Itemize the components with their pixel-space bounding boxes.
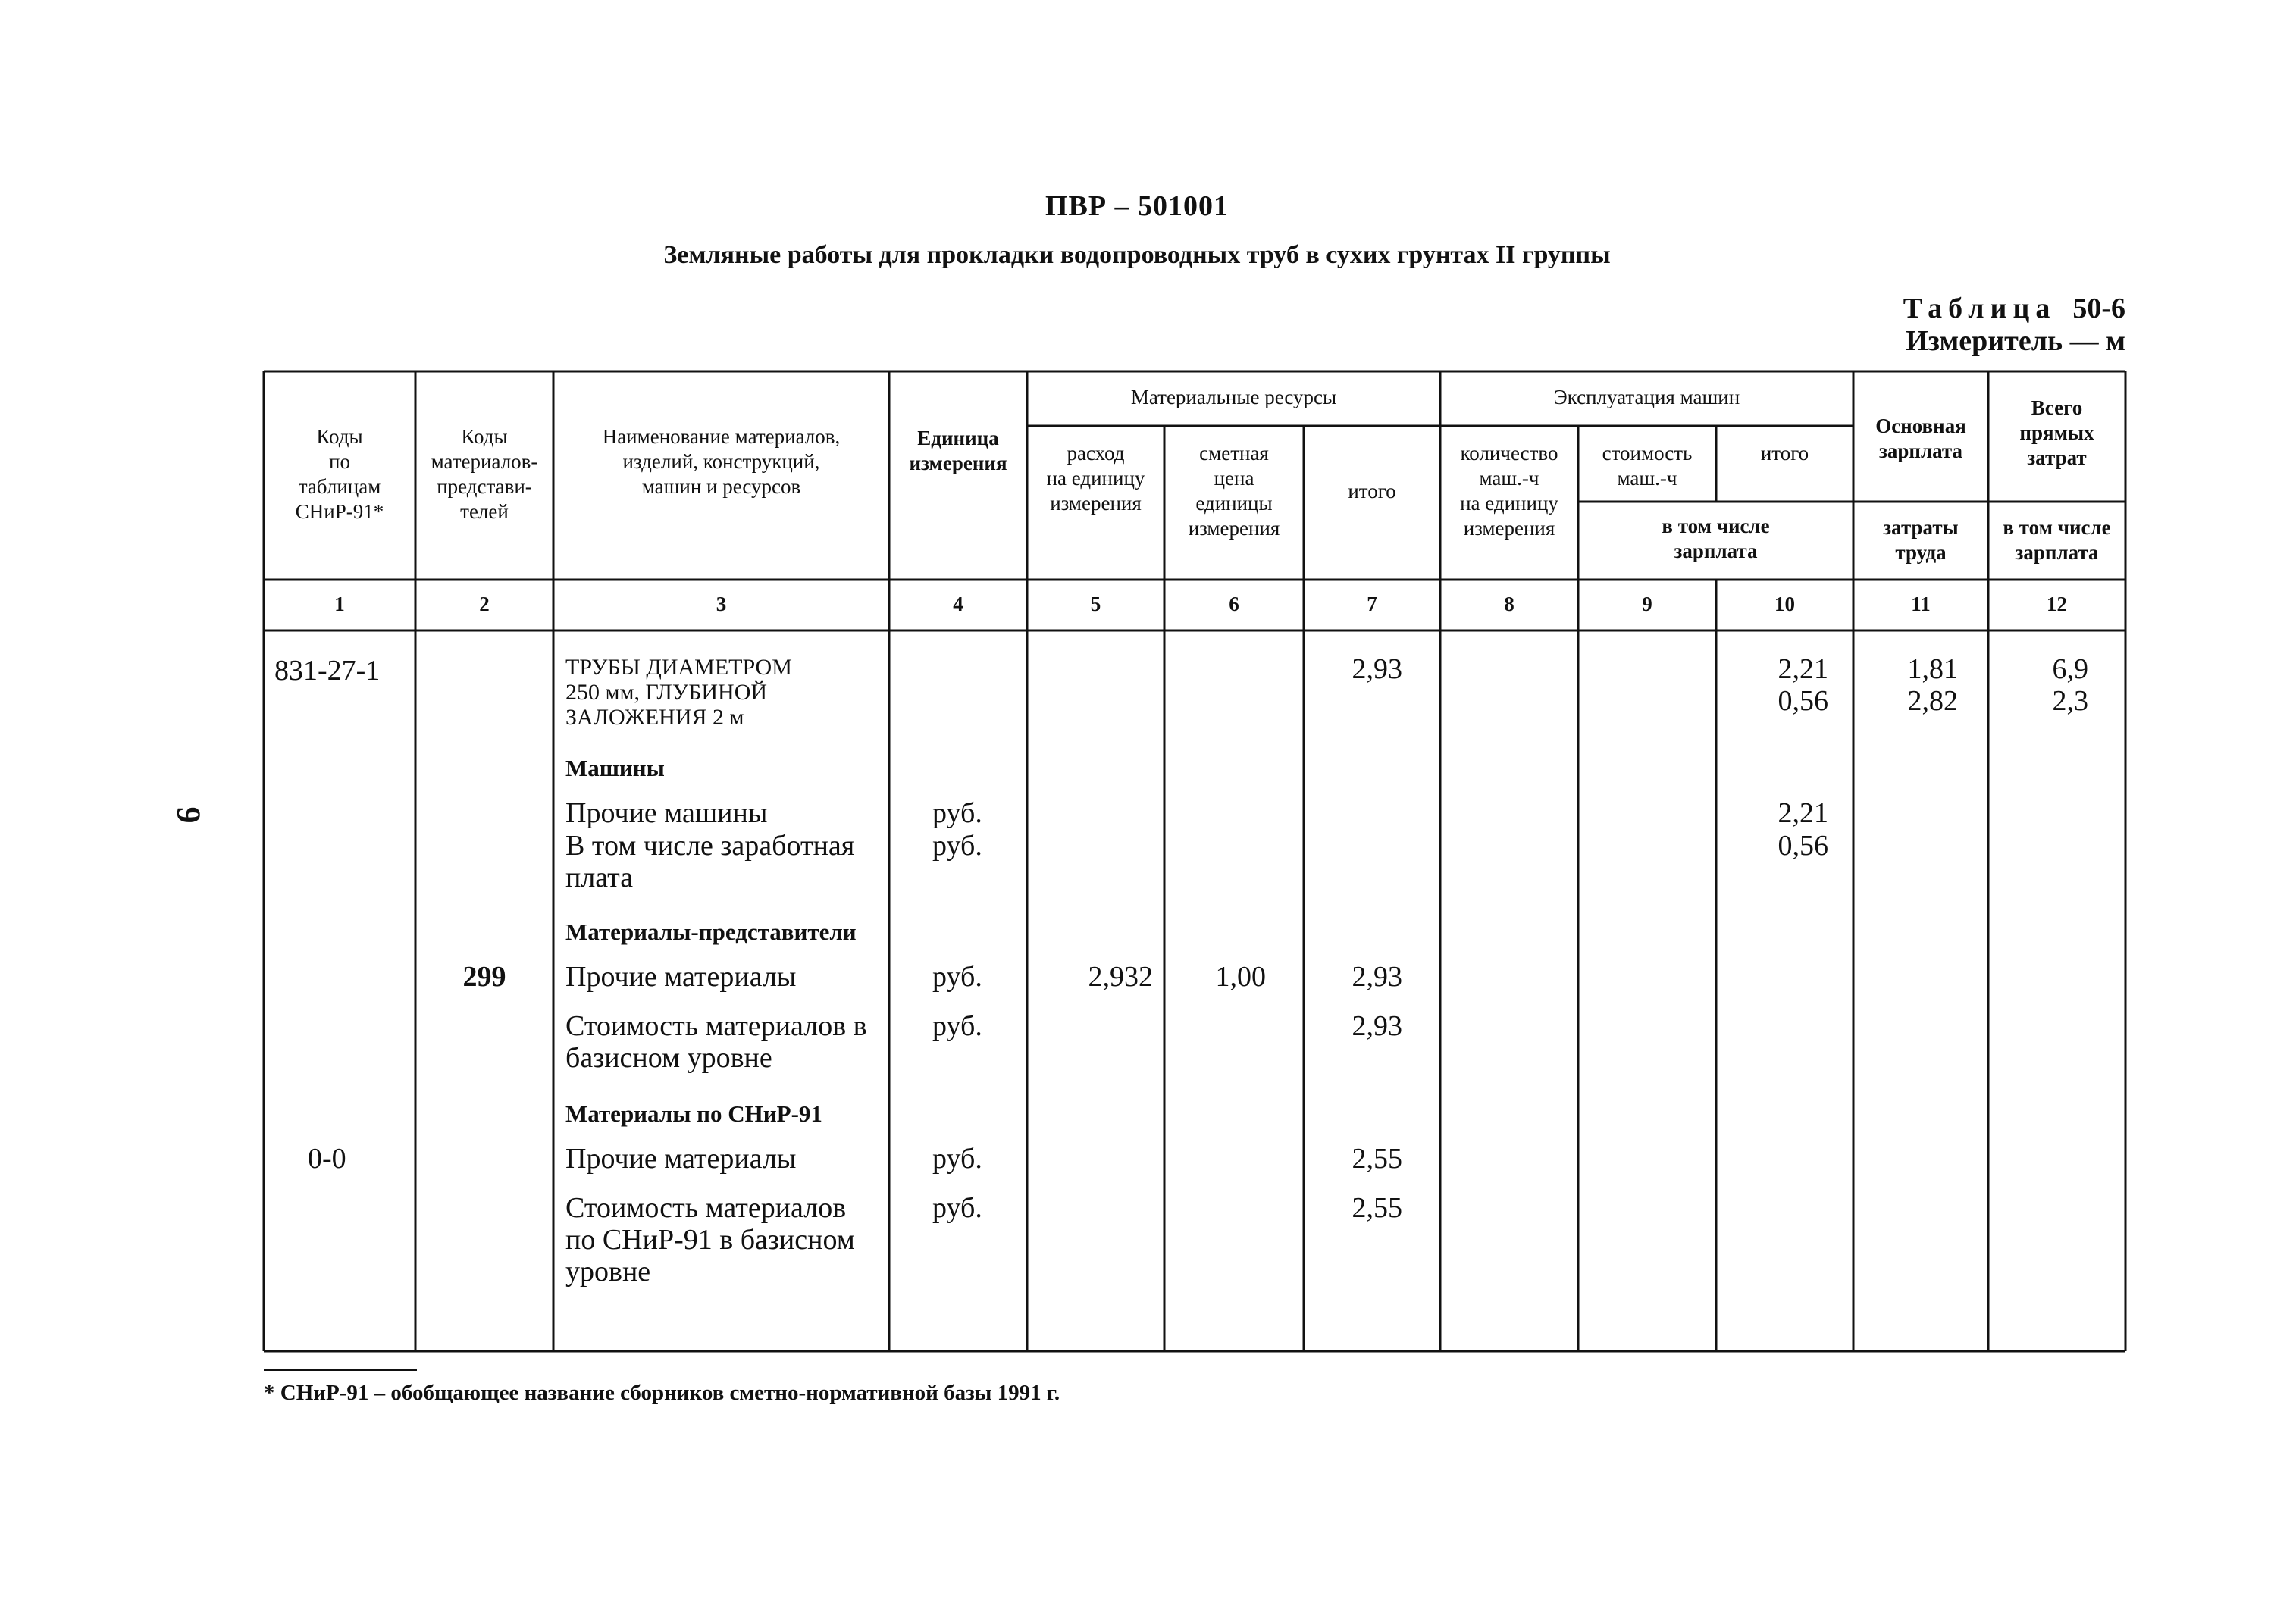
column-number: 7 [1367, 593, 1377, 615]
header-material-resources: Материальные ресурсы [1130, 386, 1337, 408]
row-rep-other-total: 2,93 [1352, 961, 1402, 993]
row-snir-cost-name: Стоимость материалов по СНиР-91 в базисном уровне [565, 1192, 855, 1288]
item-code: 831-27-1 [274, 655, 381, 687]
table-number-value: 50-6 [2072, 293, 2125, 324]
document-title: Земляные работы для прокладки водопроводных труб в сухих грунтах II группы [663, 241, 1611, 269]
header-unit: Единица измерения [909, 427, 1007, 474]
column-number: 11 [1911, 593, 1931, 615]
section-snir-materials: Материалы по СНиР-91 [565, 1100, 822, 1127]
unit-line: Измеритель — м [1906, 325, 2125, 357]
row-snir-code: 0-0 [308, 1143, 346, 1175]
item-machines-total: 2,21 0,56 [1778, 653, 1828, 717]
section-machines: Машины [565, 755, 665, 781]
column-number: 4 [953, 593, 963, 615]
header-including-wage: в том числе зарплата [1662, 515, 1770, 562]
row-snir-other-total: 2,55 [1352, 1143, 1402, 1175]
row-wage-name: В том числе заработная плата [565, 830, 855, 893]
document-code: ПВР – 501001 [1045, 190, 1229, 222]
row-rep-other-name: Прочие материалы [565, 961, 797, 993]
footnote-rule [264, 1369, 417, 1371]
header-machines-total: итого [1760, 442, 1809, 465]
footnote: * СНиР-91 – обобщающее название сборников сметно-нормативной базы 1991 г. [264, 1381, 1060, 1405]
row-other-machines-name: Прочие машины [565, 797, 768, 829]
header-estimated-price: сметная цена единицы измерения [1188, 442, 1280, 540]
column-number: 9 [1642, 593, 1652, 615]
header-total-including-wage: в том числе зарплата [2003, 516, 2111, 564]
row-rep-code: 299 [462, 961, 506, 993]
row-wage-total: 0,56 [1778, 830, 1828, 862]
header-total-direct-costs: Всего прямых затрат [2019, 396, 2094, 469]
header-labor-cost: затраты труда [1883, 516, 1959, 564]
column-number: 8 [1504, 593, 1514, 615]
row-rep-cost-unit: руб. [932, 1010, 982, 1042]
header-basic-wage: Основная зарплата [1875, 415, 1966, 462]
row-snir-cost-total: 2,55 [1352, 1192, 1402, 1224]
column-number: 6 [1229, 593, 1239, 615]
row-rep-other-consumption: 2,932 [1088, 961, 1153, 993]
table-label: Таблица [1903, 293, 2056, 324]
row-rep-other-unit: руб. [932, 961, 982, 993]
column-number: 3 [716, 593, 727, 615]
column-number: 5 [1090, 593, 1101, 615]
item-total-direct: 6,9 2,3 [2052, 653, 2088, 717]
header-codes-snir: Коды по таблицам СНиР-91* [295, 425, 384, 523]
header-machine-hour-cost: стоимость маш.-ч [1602, 442, 1693, 490]
row-rep-cost-total: 2,93 [1352, 1010, 1402, 1042]
header-codes-representatives: Коды материалов- представи- телей [431, 425, 538, 523]
header-machine-hours: количество маш.-ч на единицу измерения [1460, 442, 1558, 540]
row-snir-other-unit: руб. [932, 1143, 982, 1175]
column-number: 1 [334, 593, 345, 615]
row-rep-cost-name: Стоимость материалов в базисном уровне [565, 1010, 867, 1074]
page-number: 9 [170, 806, 208, 824]
row-other-machines-total: 2,21 [1778, 797, 1828, 829]
item-materials-total: 2,93 [1352, 653, 1402, 685]
header-materials-total: итого [1348, 480, 1396, 502]
column-number: 12 [2047, 593, 2067, 615]
table-number [1903, 292, 2125, 325]
header-consumption: расход на единицу измерения [1046, 442, 1145, 515]
item-title: ТРУБЫ ДИАМЕТРОМ 250 мм, ГЛУБИНОЙ ЗАЛОЖЕНИЯ 2 м [565, 655, 792, 730]
section-representative-materials: Материалы-представители [565, 918, 857, 945]
row-other-machines-unit: руб. [932, 797, 982, 829]
item-basic-wage: 1,81 2,82 [1907, 653, 1958, 717]
row-wage-unit: руб. [932, 830, 982, 862]
column-number: 2 [479, 593, 490, 615]
row-rep-other-price: 1,00 [1215, 961, 1266, 993]
column-number: 10 [1774, 593, 1795, 615]
header-name: Наименование материалов, изделий, конструкций, машин и ресурсов [602, 425, 841, 498]
row-snir-other-name: Прочие материалы [565, 1143, 797, 1175]
row-snir-cost-unit: руб. [932, 1192, 982, 1224]
header-machine-operation: Эксплуатация машин [1553, 386, 1740, 408]
